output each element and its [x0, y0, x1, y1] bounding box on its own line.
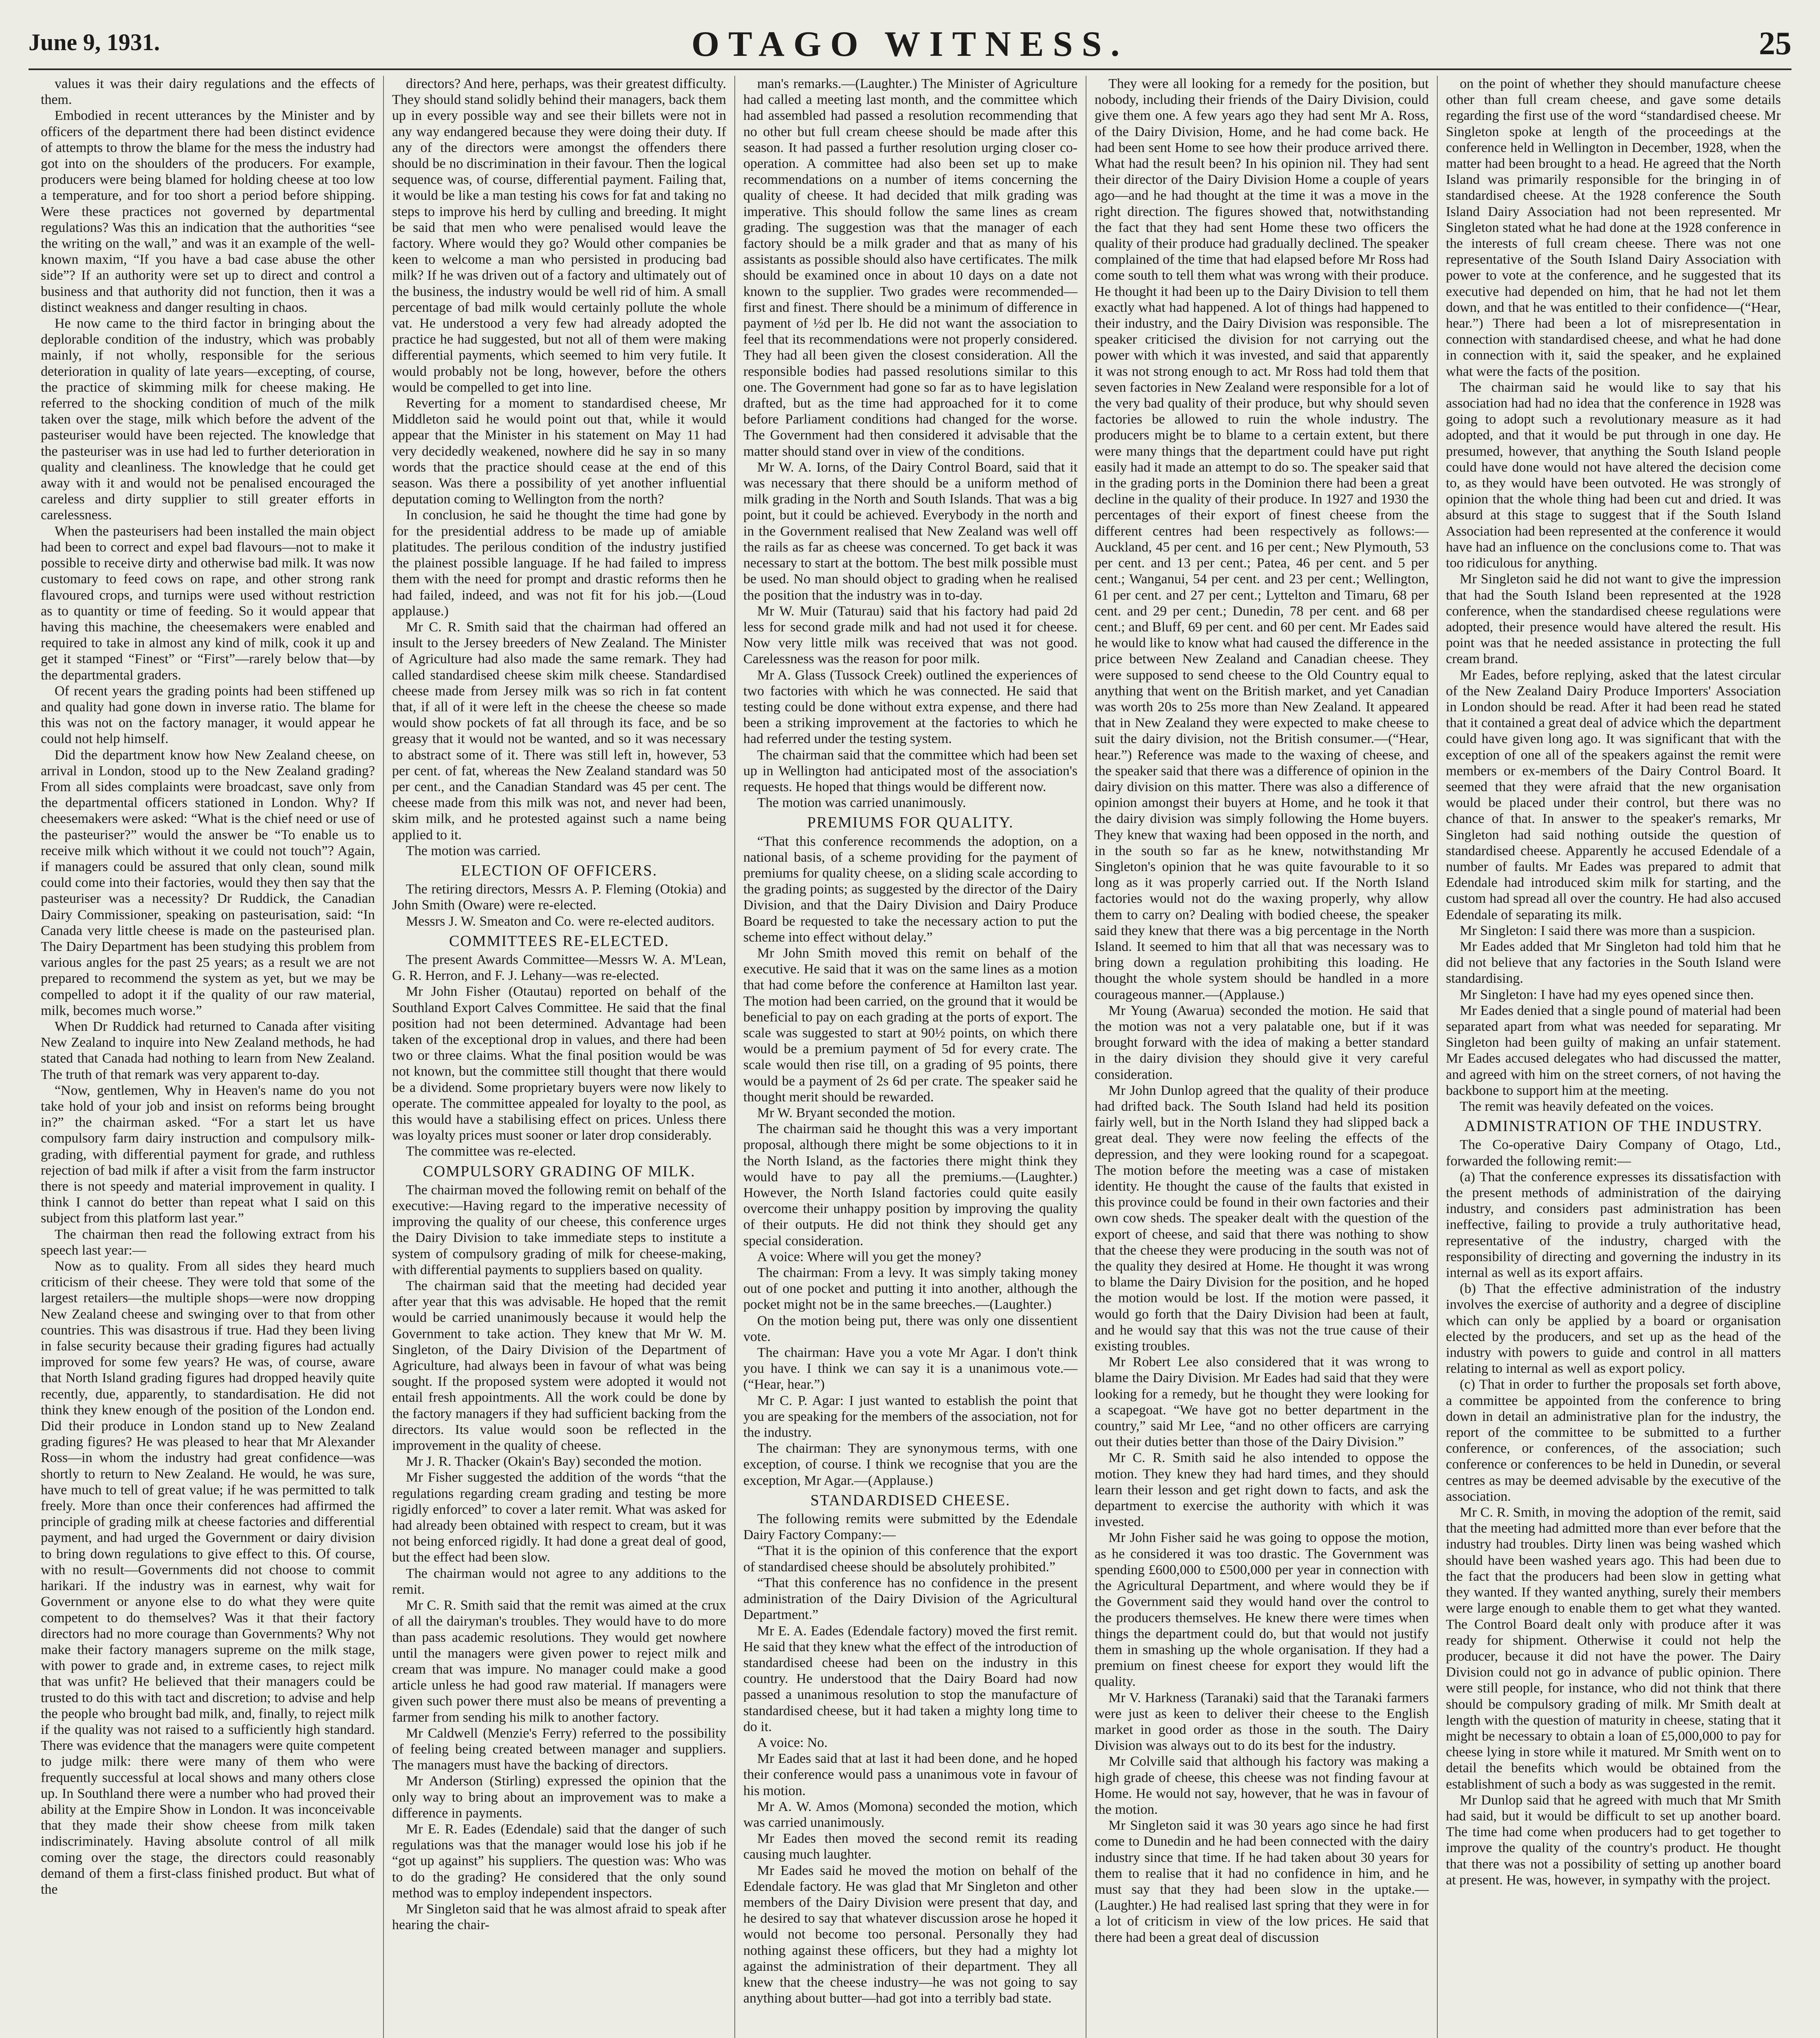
paragraph: Mr Singleton said that he was almost afraid to speak after hearing the chair- — [392, 1901, 726, 1933]
section-heading: ELECTION OF OFFICERS. — [461, 862, 658, 879]
paragraph: The chairman said that the meeting had decided year after year that this was advisable. He hoped that the remit would be carried unanimously because it would help the Government to take action. They knew that Mr W. M. Singleton, of the Dairy Division of the Department of Agriculture, had always been in favour of what was being sought. If the proposed system were adopted it would not entail fresh appointments. All the work could be done by the factory managers if they had sufficient backing from the directors. Its value would soon be reflected in the improvement in the quality of cheese. — [392, 1278, 726, 1454]
section-heading: ADMINISTRATION OF THE INDUSTRY. — [1464, 1118, 1763, 1135]
paragraph: Mr C. R. Smith said that the remit was aimed at the crux of all the dairyman's troubles. They would have to do more than pass academic resolutions. They would get nowhere until the managers were given power to reject milk and cream that was impure. No manager could make a good article unless he had good raw material. If managers were given such power there must also be means of preventing a farmer from sending his milk to another factory. — [392, 1598, 726, 1725]
paragraph: Now as to quality. From all sides they heard much criticism of their cheese. They were told that some of the largest retailers—the multiple shops—were now dropping New Zealand cheese and swinging over to that from other countries. This was disastrous if true. Had they been living in false security because their grading figures had actually improved for some few years? He was, of course, aware that North Island grading figures had dropped heavily quite recently, due, apparently, to standardisation. He did not think they knew enough of the position of the London end. Did their produce in London stand up to New Zealand grading figures? He was pleased to hear that Mr Alexander Ross—in whom the industry had great confidence—was shortly to return to New Zealand. He would, he was sure, have much to tell of great value; if he was permitted to talk freely. More than once their conferences had affirmed the principle of grading milk at cheese factories and differential payment, and had urged the Government or dairy division to bring down regulations to give effect to this. Of course, with no result—Governments did not choose to commit harikari. If the industry was in earnest, why wait for Government or anyone else to do what they were quite competent to do themselves? Was it that their factory directors had no more courage than Governments? Why not make their factory managers supreme on the milk stage, with power to grade and, in extreme cases, to reject milk that was unfit? He believed that their managers could be trusted to do this with tact and discretion; to advise and help the people who brought bad milk, and, finally, to reject milk if the quality was not raised to a sufficiently high standard. There was evidence that the managers were quite competent to judge milk: there were many of them who were frequently successful at local shows and many others close up. In Southland there were a number who had proved their ability at the Empire Show in London. It was inconceivable that they made their show cheese from milk taken indiscriminately. Having absolute control of all milk coming over the stage, the directors could reasonably demand of them a first-class finished product. But what of the — [41, 1259, 375, 1897]
paragraph: The Co-operative Dairy Company of Otago, Ltd., forwarded the following remit:— — [1446, 1137, 1781, 1169]
article-columns — [33, 76, 1789, 2038]
paragraph: Mr John Fisher said he was going to oppose the motion, as he considered it was too drastic. The Government was spending £600,000 to £500,000 per year in connection with the Agricultural Department, and where would they be if the Government said they would hand over the control to the producers themselves. He knew there were times when things the department could do, but that would not justify them in smashing up the whole organisation. If they had a premium on finest cheese for export they would lift the quality. — [1095, 1530, 1429, 1690]
paragraph: Mr Singleton said he did not want to give the impression that had the South Island been represented at the 1928 conference, when the standardised cheese regulations were adopted, their presence would have altered the result. His point was that he needed assistance in protecting the full cream brand. — [1446, 571, 1781, 667]
paragraph: Mr Singleton: I said there was more than a suspicion. — [1460, 923, 1756, 938]
page-number: 25 — [1759, 26, 1791, 62]
paragraph: Mr W. Bryant seconded the motion. — [757, 1105, 956, 1120]
paragraph: Mr A. Glass (Tussock Creek) outlined the experiences of two factories with which he was connected. He said that testing could be done without extra expense, and there had been a striking improvement at the factories to which he had referred under the testing system. — [743, 667, 1077, 747]
paragraph: “Now, gentlemen, Why in Heaven's name do you not take hold of your job and insist on reforms being brought in?” the chairman asked. “For a start let us have compulsory farm dairy instruction and compulsory milk-grading, with differential payment for grade, and ruthless rejection of bad milk if after a visit from the farm instructor there is not speedy and material improvement in quality. I think I cannot do better than repeat what I said on this subject from this platform last year.” — [41, 1083, 375, 1226]
paragraph: values it was their dairy regulations and the effects of them. — [41, 76, 375, 108]
section-heading: STANDARDISED CHEESE. — [810, 1491, 1011, 1509]
paragraph: (a) That the conference expresses its dissatisfaction with the present methods of administration of the dairying industry, and considers past administration has been ineffective, failing to provide a truly authoritative head, representative of the industry, charged with the responsibility of directing and governing the industry in its internal as well as its export affairs. — [1446, 1169, 1781, 1281]
paragraph: Mr Eades said he moved the motion on behalf of the Edendale factory. He was glad that Mr Singleton and other members of the Dairy Division were present that day, and he desired to say that whatever discussion arose he hoped it would not become too personal. Personally they had nothing against these officers, but they had a mighty lot against the administration of their department. They all knew that the cheese industry—he was not going to say anything about butter—had got into a terribly bad state. — [743, 1863, 1077, 2006]
paragraph: Mr C. R. Smith, in moving the adoption of the remit, said that the meeting had admitted more than ever before that the industry had troubles. Dirty linen was being washed which should have been washed years ago. This had been due to the fact that the producers had been slow in getting what they wanted. If they wanted anything, surely their members were large enough to enable them to get what they wanted. The Control Board dealt only with produce after it was ready for shipment. Otherwise it could not help the producer, because it did not have the power. The Dairy Division could not go in advance of public opinion. There were still people, for instance, who did not think that there should be compulsory grading of milk. Mr Smith dealt at length with the question of maturity in cheese, stating that it might be necessary to obtain a loan of £5,000,000 to pay for cheese lying in store while it matured. Mr Smith went on to detail the benefits which would be obtained from the establishment of such a body as was suggested in the remit. — [1446, 1505, 1781, 1792]
paragraph: Mr Caldwell (Menzie's Ferry) referred to the possibility of feeling being created between manager and suppliers. The managers must have the backing of directors. — [392, 1725, 726, 1773]
issue-date: June 9, 1931. — [29, 29, 160, 55]
paragraph: Mr E. A. Eades (Edendale factory) moved the first remit. He said that they knew what the effect of the introduction of standardised cheese had been on the industry in this country. He understood that the Dairy Board had now passed a unanimous resolution to stop the manufacture of standardised cheese, but it had taken a mighty long time to do it. — [743, 1623, 1077, 1734]
section-heading: COMPULSORY GRADING OF MILK. — [423, 1162, 696, 1180]
paragraph: Mr Fisher suggested the addition of the words “that the regulations regarding cream grading and testing be more rigidly enforced” to cover a later remit. What was asked for had already been obtained with respect to cream, but it was not being enforced rigidly. It had done a great deal of good, but the effect had been slow. — [392, 1470, 726, 1565]
paragraph: Mr John Smith moved this remit on behalf of the executive. He said that it was on the same lines as a motion that had come before the conference at Hamilton last year. The motion had been carried, on the ground that it would be beneficial to pay on each grading at the ports of export. The scale was suggested to start at 90½ points, on which there would be a premium payment of 5d for every crate. The scale would then rise till, on a grading of 95 points, there would be a payment of 2s 6d per crate. The speaker said he thought merit should be rewarded. — [743, 945, 1077, 1105]
column-2 — [384, 76, 735, 2038]
paragraph: Mr Robert Lee also considered that it was wrong to blame the Dairy Division. Mr Eades had said that they were looking for a remedy, but he thought they were looking for a scapegoat. “We have got no better department in the country,” said Mr Lee, “and no other officers are carrying out their duties better than those of the Dairy Division.” — [1095, 1354, 1429, 1450]
paragraph: The chairman: Have you a vote Mr Agar. I don't think you have. I think we can say it is a unanimous vote.—(“Hear, hear.”) — [743, 1345, 1077, 1392]
paragraph: The chairman: From a levy. It was simply taking money out of one pocket and putting it into another, although the pocket might not be in the same breeches.—(Laughter.) — [743, 1265, 1077, 1312]
paragraph: The present Awards Committee—Messrs W. A. M'Lean, G. R. Herron, and F. J. Lehany—was re-elected. — [392, 952, 726, 984]
paragraph: Of recent years the grading points had been stiffened up and quality had gone down in inverse ratio. The blame for this was not on the factory manager, it would appear he could not help himself. — [41, 683, 375, 747]
paragraph: The motion was carried unanimously. — [757, 795, 966, 811]
paragraph: Mr Colville said that although his factory was making a high grade of cheese, this cheese was not finding favour at Home. He would not say, however, that he was in favour of the motion. — [1095, 1754, 1429, 1817]
paragraph: Messrs J. W. Smeaton and Co. were re-elected auditors. — [406, 913, 715, 929]
column-3 — [735, 76, 1086, 2038]
paragraph: The chairman said he thought this was a very important proposal, although there might be some objections to it in the North Island, as the factories there might think they would have to pay all the premiums.—(Laughter.) However, the North Island factories could quite easily overcome their unhappy position by improving the quality of their outputs. He did not think they should get any special consideration. — [743, 1121, 1077, 1248]
paragraph: Mr John Dunlop agreed that the quality of their produce had drifted back. The South Island had held its position fairly well, but in the North Island they had slipped back a great deal. They were now feeling the effects of the depression, and they were looking round for a scapegoat. The motion before the meeting was a case of mistaken identity. He thought the cause of the faults that existed in this province could be found in their own factories and their own cow sheds. The speaker dealt with the question of the export of cheese, and said that there was nothing to show that the cheese they were producing in the south was not of the quality they desired at Home. He thought it was wrong to blame the Dairy Division for the position, and he hoped the motion would be lost. If the motion were passed, it would go forth that the Dairy Division had been at fault, and he would say that this was not the true cause of their existing troubles. — [1095, 1083, 1429, 1354]
paragraph: “That this conference recommends the adoption, on a national basis, of a scheme providing for the payment of premiums for quality cheese, on a sliding scale according to the grading points; as suggested by the director of the Dairy Division, and that the Dairy Division and Dairy Produce Board be requested to take the necessary action to put the scheme into effect without delay.” — [743, 834, 1077, 945]
paragraph: When the pasteurisers had been installed the main object had been to correct and expel bad flavours—not to make it possible to receive dirty and otherwise bad milk. It was now customary to feed cows on rape, and other strong rank flavoured crops, and turnips were used without restriction as to quantity or time of feeding. So it would appear that having this machine, the cheesemakers were enabled and required to take in almost any kind of milk, cook it up and get it stamped “Finest” or “First”—rarely below that—by the departmental graders. — [41, 523, 375, 683]
paragraph: Mr Eades added that Mr Singleton had told him that he did not believe that any factories in the South Island were standardising. — [1446, 939, 1781, 986]
paragraph: Mr Singleton said it was 30 years ago since he had first come to Dunedin and he had been connected with the dairy industry since that time. If he had taken about 30 years for them to realise that it had no confidence in him, and he must say that they had been slow in the uptake.—(Laughter.) He had realised last spring that they were in for a lot of criticism in view of the low prices. He said that there had been a great deal of discussion — [1095, 1818, 1429, 1945]
paragraph: directors? And here, perhaps, was their greatest difficulty. They should stand solidly behind their managers, back them up in every possible way and see their billets were not in any way endangered because they were doing their duty. If any of the directors were amongst the offenders there should be no discrimination in their favour. Then the logical sequence was, of course, differential payment. Failing that, it would be like a man testing his cows for fat and taking no steps to improve his herd by culling and breeding. It might be said that men who were penalised would leave the factory. Where would they go? Would other companies be keen to welcome a man who persisted in producing bad milk? If he was driven out of a factory and ultimately out of the business, the industry would be well rid of him. A small percentage of bad milk would certainly pollute the whole vat. He understood a very few had already adopted the practice he had suggested, but not all of them were making differential payments, which seemed to him very futile. It would probably not be long, however, before the others would be compelled to get into line. — [392, 76, 726, 395]
paragraph: The chairman then read the following extract from his speech last year:— — [41, 1226, 375, 1258]
paragraph: Mr E. R. Eades (Edendale) said that the danger of such regulations was that the manager would lose his job if he “got up against” his suppliers. The question was: Who was to do the grading? He considered that the only sound method was to employ independent inspectors. — [392, 1821, 726, 1901]
paragraph: Mr W. Muir (Taturau) said that his factory had paid 2d less for second grade milk and had not used it for cheese. Now very little milk was received that was not good. Carelessness was the reason for poor milk. — [743, 603, 1077, 667]
paragraph: A voice: No. — [757, 1735, 828, 1750]
paragraph: Mr J. R. Thacker (Okain's Bay) seconded the motion. — [406, 1454, 702, 1469]
paragraph: Mr A. W. Amos (Momona) seconded the motion, which was carried unanimously. — [743, 1799, 1077, 1830]
paragraph: on the point of whether they should manufacture cheese other than full cream cheese, and gave some details regarding the first use of the word “standardised cheese. Mr Singleton spoke at length of the proceedings at the conference held in Wellington in December, 1928, when the matter had been brought to a head. He agreed that the North Island was primarily responsible for the bringing in of standardised cheese. At the 1928 conference the South Island Dairy Association had not been represented. Mr Singleton stated what he had done at the 1928 conference in the interests of full cream cheese. There was not one representative of the South Island Dairy Association with power to vote at the conference, and he suggested that its executive had depended on him, that he had not let them down, and that he was entitled to their confidence—(“Hear, hear.”) There had been a lot of misrepresentation in connection with standardised cheese, and what he had done in connection with it, said the speaker, and he explained what were the facts of the position. — [1446, 76, 1781, 379]
page-header — [29, 16, 1791, 65]
paragraph: Mr Eades then moved the second remit its reading causing much laughter. — [743, 1831, 1077, 1862]
paragraph: man's remarks.—(Laughter.) The Minister of Agriculture had called a meeting last month, and the committee which had assembled had passed a resolution recommending that no other but full cream cheese should be made after this season. It had passed a further resolution urging closer co-operation. A committee had also been set up to make recommendations on a number of items concerning the quality of cheese. It had decided that milk grading was imperative. This should follow the same lines as cream grading. The suggestion was that the manager of each factory should be a milk grader and that as many of his assistants as possible should also have certificates. The milk should be examined once in about 10 days on a date not known to the supplier. Two grades were recommended—first and finest. There should be a minimum of difference in payment of ½d per lb. He did not want the association to feel that its recommendations were not properly considered. They had all been given the closest consideration. All the responsible bodies had passed resolutions similar to this one. The Government had gone so far as to have legislation drafted, but as the time had approached for it to come before Parliament conditions had changed for the worse. The Government had then considered it advisable that the matter should stand over in view of the conditions. — [743, 76, 1077, 459]
paragraph: “That it is the opinion of this conference that the export of standardised cheese should be absolutely prohibited.” — [743, 1543, 1077, 1575]
paragraph: The following remits were submitted by the Edendale Dairy Factory Company:— — [743, 1511, 1077, 1543]
paragraph: Mr Eades denied that a single pound of material had been separated apart from what was needed for separating. Mr Singleton had been guilty of making an unfair statement. Mr Eades accused delegates who had discussed the matter, and agreed with him on the street corners, of not having the backbone to support him at the meeting. — [1446, 1003, 1781, 1098]
column-4 — [1086, 76, 1438, 2038]
paragraph: The remit was heavily defeated on the voices. — [1460, 1099, 1714, 1114]
paragraph: Mr Eades said that at last it had been done, and he hoped their conference would pass a unanimous vote in favour of his motion. — [743, 1751, 1077, 1798]
paragraph: (c) That in order to further the proposals set forth above, a committee be appointed from the conference to bring down in detail an administrative plan for the industry, the report of the committee to be submitted to a further conference, or conferences, of the association; such conference or conferences to be held in Dunedin, or several centres as may be deemed advisable by the executive of the association. — [1446, 1377, 1781, 1504]
paragraph: When Dr Ruddick had returned to Canada after visiting New Zealand to inquire into New Zealand methods, he had stated that Canada had nothing to learn from New Zealand. The truth of that remark was very apparent to-day. — [41, 1019, 375, 1082]
paragraph: The chairman moved the following remit on behalf of the executive:—Having regard to the imperative necessity of improving the quality of our cheese, this conference urges the Dairy Division to take immediate steps to institute a system of compulsory grading of milk for cheese-making, with differential payments to suppliers based on quality. — [392, 1182, 726, 1277]
paragraph: On the motion being put, there was only one dissentient vote. — [743, 1313, 1077, 1344]
paragraph: Mr Eades, before replying, asked that the latest circular of the New Zealand Dairy Produce Importers' Association in London should be read. After it had been read he stated that it contained a great deal of advice which the department could have given long ago. It was significant that with the exception of one all of the speakers against the remit were members or ex-members of the Dairy Control Board. It seemed that they were afraid that the new organisation would be placed under their control, but there was no chance of that. In answer to the speaker's remarks, Mr Singleton had said nothing outside the question of standardised cheese. Apparently he accused Edendale of a number of faults. Mr Eades was prepared to admit that Edendale had introduced skim milk for starting, and the custom had spread all over the country. He had also accused Edendale of separating its milk. — [1446, 667, 1781, 922]
paragraph: Mr John Fisher (Otautau) reported on behalf of the Southland Export Calves Committee. He said that the final position had not been determined. Advantage had been taken of the exceptional drop in values, and there had been two or three claims. What the final position would be was not known, but the committee still thought that there would be a dividend. Some proprietary buyers were now likely to operate. The committee appealed for loyalty to the pool, as this would have a stabilising effect on prices. Unless there was loyalty prices must sooner or later drop considerably. — [392, 984, 726, 1143]
paragraph: Mr Singleton: I have had my eyes opened since then. — [1460, 987, 1754, 1002]
paragraph: Embodied in recent utterances by the Minister and by officers of the department there had been distinct evidence of attempts to throw the blame for the mess the industry had got into on the shoulders of the producers. For example, producers were being blamed for holding cheese at too low a temperature, and for too short a period before shipping. Were these practices not governed by departmental regulations? Was this an indication that the authorities “see the writing on the wall,” and was it an example of the well-known maxim, “If you have a bad case abuse the other side”? If an authority were set up to direct and control a business and that authority did not function, then it was a distinct weakness and danger resulting in chaos. — [41, 108, 375, 315]
paragraph: Mr C. R. Smith said he also intended to oppose the motion. They knew they had hard times, and they should learn their lesson and get right down to facts, and ask the department to exercise the authority with which it was invested. — [1095, 1450, 1429, 1530]
paragraph: The chairman would not agree to any additions to the remit. — [392, 1566, 726, 1597]
masthead-title: OTAGO WITNESS. — [691, 24, 1129, 64]
paragraph: “That this conference has no confidence in the present administration of the Dairy Division of the Agricultural Department.” — [743, 1575, 1077, 1623]
section-heading: COMMITTEES RE-ELECTED. — [449, 932, 670, 950]
paragraph: The chairman: They are synonymous terms, with one exception, of course. I think we recognise that you are the exception, Mr Agar.—(Applause.) — [743, 1441, 1077, 1488]
column-1 — [33, 76, 384, 2038]
paragraph: Mr C. R. Smith said that the chairman had offered an insult to the Jersey breeders of New Zealand. The Minister of Agriculture had also made the same remark. They had called standardised cheese skim milk cheese. Standardised cheese made from Jersey milk was so rich in fat content that, if all of it were left in the cheese the cheese so made would show pockets of fat all through its face, and be so greasy that it would not be wanted, and so it was necessary to abstract some of it. There was still left in, however, 53 per cent. of fat, whereas the New Zealand standard was 50 per cent., and the Canadian Standard was 45 per cent. The cheese made from this milk was not, and never had been, skim milk, and he protested against such a name being applied to it. — [392, 619, 726, 843]
section-heading: PREMIUMS FOR QUALITY. — [807, 814, 1014, 832]
paragraph: A voice: Where will you get the money? — [757, 1249, 981, 1264]
paragraph: Mr Anderson (Stirling) expressed the opinion that the only way to bring about an improvement was to make a difference in payments. — [392, 1773, 726, 1821]
paragraph: He now came to the third factor in bringing about the deplorable condition of the industry, which was probably mainly, if not wholly, responsible for the serious deterioration in quality of late years—excepting, of course, the practice of skimming milk for cheese making. He referred to the shocking condition of much of the milk taken over the stage, milk which before the advent of the pasteuriser would have been rejected. The knowledge that the pasteuriser was in use had led to further deterioration in quality and cleanliness. The knowledge that he could get away with it and would not be penalised encouraged the careless and dirty supplier to still greater efforts in carelessness. — [41, 316, 375, 523]
paragraph: Did the department know how New Zealand cheese, on arrival in London, stood up to the New Zealand grading? From all sides complaints were broadcast, save only from the departmental officers stationed in London. Why? If cheesemakers were asked: “What is the chief need or use of the pasteuriser?” would the answer be “To enable us to receive milk which without it we could not touch”? Again, if managers could be assured that only clean, sound milk could come into their factories, would they then say that the pasteuriser was a necessity? Dr Ruddick, the Canadian Dairy Commissioner, speaking on pasteurisation, said: “In Canada very little cheese is made on the pasteurised plan. The Dairy Department has been studying this problem from various angles for the past 25 years; as a result we are not prepared to recommend the system as yet, but we may be compelled to adopt it if the quality of our raw material, milk, becomes much worse.” — [41, 747, 375, 1018]
column-5 — [1438, 76, 1789, 2038]
paragraph: Mr Young (Awarua) seconded the motion. He said that the motion was not a very palatable one, but if it was brought forward with the idea of making a better standard in the dairy division they should give it very careful consideration. — [1095, 1003, 1429, 1082]
paragraph: The chairman said that the committee which had been set up in Wellington had anticipated most of the association's requests. He hoped that things would be different now. — [743, 747, 1077, 794]
paragraph: Mr W. A. Iorns, of the Dairy Control Board, said that it was necessary that there should be a uniform method of milk grading in the North and South Islands. That was a big point, but it could be achieved. Everybody in the north and in the Government realised that New Zealand was well off the rails as far as cheese was concerned. To get back it was necessary to start at the bottom. The best milk possible must be used. No man should object to grading when he realised the position that the industry was in to-day. — [743, 459, 1077, 603]
paragraph: The committee was re-elected. — [406, 1144, 576, 1159]
paragraph: The retiring directors, Messrs A. P. Fleming (Otokia) and John Smith (Oware) were re-elected. — [392, 882, 726, 913]
paragraph: The motion was carried. — [406, 843, 541, 858]
paragraph: In conclusion, he said he thought the time had gone by for the presidential address to be made up of amiable platitudes. The perilous condition of the industry justified the plainest possible language. If he had failed to impress them with the need for prompt and drastic reforms then he had failed, indeed, and was not fit for his job.—(Loud applause.) — [392, 507, 726, 619]
paragraph: Mr Dunlop said that he agreed with much that Mr Smith had said, but it would be difficult to set up another board. The time had come when producers had to get together to improve the quality of the country's product. He thought that there was not a possibility of setting up another board at present. He was, however, in sympathy with the project. — [1446, 1792, 1781, 1888]
paragraph: The chairman said he would like to say that his association had had no idea that the conference in 1928 was going to adopt such a revolutionary measure as it had adopted, and that it would be put through in one day. He presumed, however, that anything the South Island people could have done would not have altered the decision come to, as they would have been outvoted. He was strongly of opinion that the whole thing had been cut and dried. It was absurd at this stage to suggest that if the South Island Association had been represented at the conference it would have had an influence on the conclusions come to. That was too ridiculous for anything. — [1446, 379, 1781, 571]
header-rule — [29, 68, 1791, 70]
paragraph: Mr V. Harkness (Taranaki) said that the Taranaki farmers were just as keen to deliver their cheese to the English market in good order as those in the south. The Dairy Division was always out to do its best for the industry. — [1095, 1690, 1429, 1753]
paragraph: They were all looking for a remedy for the position, but nobody, including their friends of the Dairy Division, could give them one. A few years ago they had sent Mr A. Ross, of the Dairy Division, Home, and he had come back. He had been sent Home to see how their produce arrived there. What had the result been? In his opinion nil. They had sent their director of the Dairy Division Home a couple of years ago—and he had thought at the time it was a move in the right direction. The figures showed that, notwithstanding the fact that they had sent Home these two officers the quality of their produce had gradually declined. The speaker complained of the time that had elapsed before Mr Ross had come south to tell them what was wrong with their produce. He thought it had been up to the Dairy Division to tell them exactly what had happened. A lot of things had happened to their industry, and the Dairy Division was responsible. The speaker criticised the division for not carrying out the power with which it was invested, and said that apparently it was not strong enough to act. Mr Ross had told them that seven factories in New Zealand were responsible for a lot of the very bad quality of their produce, but why should seven factories be allowed to ruin the whole industry. The producers might be to blame to a certain extent, but there were many things that the department could have put right easily had it made an attempt to do so. The speaker said that in the grading ports in the Dominion there had been a great decline in the quality of their produce. In 1927 and 1930 the percentages of their export of finest cheese from the different centres had been respectively as follows:—Auckland, 45 per cent. and 16 per cent.; New Plymouth, 53 per cent. and 13 per cent.; Patea, 46 per cent. and 5 per cent.; Wanganui, 54 per cent. and 23 per cent.; Wellington, 61 per cent. and 27 per cent.; Lyttelton and Timaru, 68 per cent. and 29 per cent.; Dunedin, 78 per cent. and 68 per cent.; and Bluff, 69 per cent. and 60 per cent. Mr Eades said he would like to know what had caused the difference in the price between New Zealand and Canadian cheese. They were supposed to send cheese to the Old Country equal to anything that went on the British market, and yet Canadian was worth 20s to 25s more than New Zealand. It appeared that in New Zealand they were expected to make cheese to suit the dairy division, not the British consumer.—(“Hear, hear.”) Reference was made to the waxing of cheese, and the speaker said that there was a difference of opinion in the dairy division on this matter. There was also a difference of opinion amongst their buyers at Home, and he took it that the dairy division was simply following the Home buyers. They knew that waxing had been opposed in the north, and in the south so far as he knew, notwithstanding Mr Singleton's opinion that he was quite favourable to it so long as it was properly carried out. If the North Island factories would not do the waxing properly, why allow them to carry on? Dealing with bodied cheese, the speaker said they knew that there was a big percentage in the North Island. It seemed to him that all that was necessary was to bring down a regulation prohibiting this loading. He thought the whole system should be handled in a more courageous manner.—(Applause.) — [1095, 76, 1429, 1002]
paragraph: Reverting for a moment to standardised cheese, Mr Middleton said he would point out that, while it would appear that the Minister in his statement on May 11 had very decidedly weakened, nowhere did he say in so many words that the practice should cease at the end of this season. Was there a possibility of yet another influential deputation coming to Wellington from the north? — [392, 396, 726, 507]
paragraph: (b) That the effective administration of the industry involves the exercise of authority and a degree of discipline which can only be applied by a board or organisation elected by the producers, and set up as the head of the industry with powers to guide and control in all matters relating to internal as well as export policy. — [1446, 1281, 1781, 1376]
paragraph: Mr C. P. Agar: I just wanted to establish the point that you are speaking for the members of the association, not for the industry. — [743, 1393, 1077, 1440]
